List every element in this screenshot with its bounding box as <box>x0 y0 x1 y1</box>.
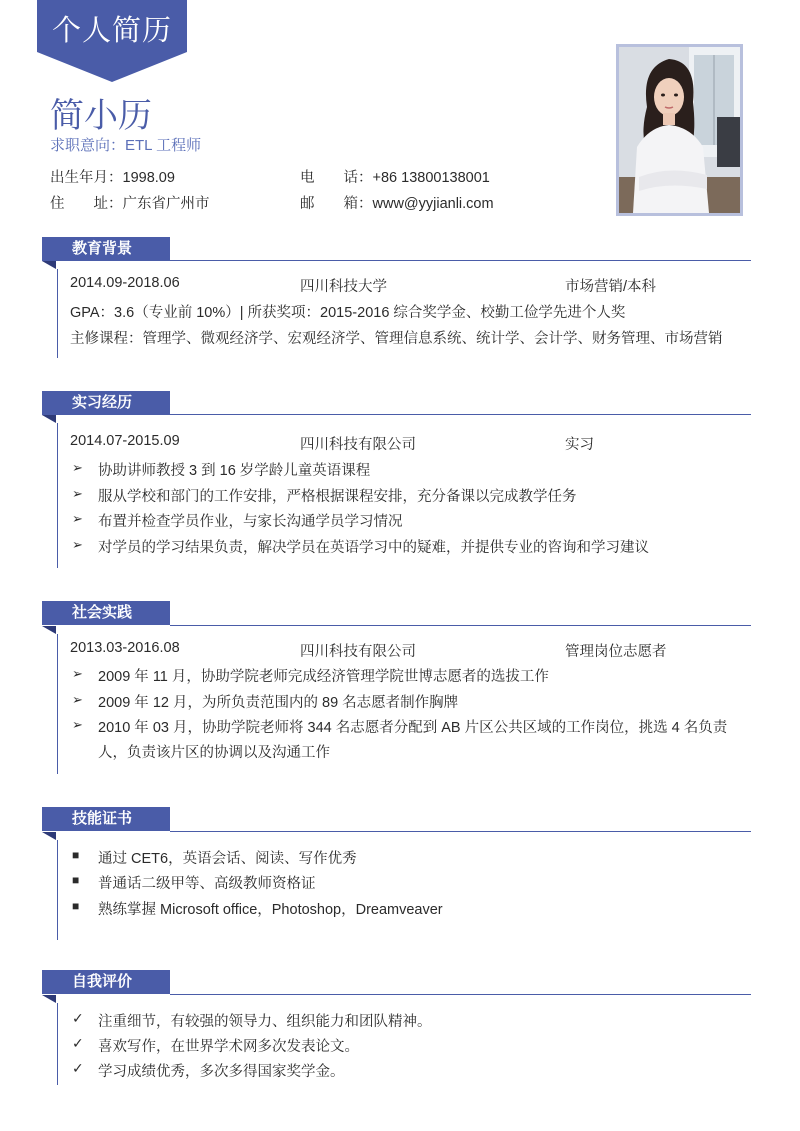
list-item: 2009 年 11 月，协助学院老师完成经济管理学院世博志愿者的选拔工作 <box>98 669 549 685</box>
education-courses: 主修课程：管理学、微观经济学、宏观经济学、管理信息系统、统计学、会计学、财务管理、市场营销 <box>70 331 723 347</box>
birth-date: 出生年月：1998.09 <box>50 170 175 186</box>
arrowhead-bullet-icon: ➢ <box>72 511 83 526</box>
education-school: 四川科技大学 <box>300 279 387 295</box>
list-item: 布置并检查学员作业，与家长沟通学员学习情况 <box>98 514 403 530</box>
section-title-social: 社会实践 <box>42 601 170 625</box>
square-bullet-icon: ■ <box>72 848 80 862</box>
arrowhead-bullet-icon: ➢ <box>72 537 83 552</box>
list-item: 学习成绩优秀，多次多得国家奖学金。 <box>98 1064 345 1080</box>
section-corner <box>42 832 56 840</box>
list-item: 2010 年 03 月，协助学院老师将 344 名志愿者分配到 AB 片区公共区域的工作岗位，挑选 4 名负责 <box>98 720 728 736</box>
section-side-line <box>57 1003 58 1085</box>
section-corner <box>42 626 56 634</box>
section-title-self: 自我评价 <box>42 970 170 994</box>
phone: 电 话：+86 13800138001 <box>300 170 490 186</box>
section-corner <box>42 995 56 1003</box>
section-divider <box>170 994 751 995</box>
section-divider <box>170 414 751 415</box>
section-side-line <box>57 269 58 358</box>
profile-photo <box>616 44 743 216</box>
education-date: 2014.09-2018.06 <box>70 275 180 291</box>
list-item: 熟练掌握 Microsoft office，Photoshop，Dreamveaver <box>98 902 443 918</box>
portrait-illustration <box>619 47 740 213</box>
list-item: 服从学校和部门的工作安排，严格根据课程安排，充分备课以完成教学任务 <box>98 489 577 505</box>
social-role: 管理岗位志愿者 <box>565 644 667 660</box>
education-gpa-awards: GPA：3.6（专业前 10%）| 所获奖项：2015-2016 综合奖学金、校勤工俭学先进个人奖 <box>70 305 626 321</box>
list-item-continuation: 人，负责该片区的协调以及沟通工作 <box>98 745 330 761</box>
resume-title-banner <box>37 0 187 82</box>
internship-company: 四川科技有限公司 <box>300 437 416 453</box>
list-item: 通过 CET6，英语会话、阅读、写作优秀 <box>98 851 357 867</box>
internship-role: 实习 <box>565 437 594 453</box>
arrowhead-bullet-icon: ➢ <box>72 460 83 475</box>
section-title-internship: 实习经历 <box>42 391 170 415</box>
arrowhead-bullet-icon: ➢ <box>72 692 83 707</box>
arrowhead-bullet-icon: ➢ <box>72 666 83 681</box>
social-company: 四川科技有限公司 <box>300 644 416 660</box>
arrowhead-bullet-icon: ➢ <box>72 486 83 501</box>
square-bullet-icon: ■ <box>72 899 80 913</box>
section-side-line <box>57 423 58 568</box>
list-item: 普通话二级甲等、高级教师资格证 <box>98 876 316 892</box>
address: 住 址：广东省广州市 <box>50 196 210 212</box>
list-item: 2009 年 12 月，为所负责范围内的 89 名志愿者制作胸牌 <box>98 695 459 711</box>
list-item: 注重细节，有较强的领导力、组织能力和团队精神。 <box>98 1014 432 1030</box>
section-corner <box>42 261 56 269</box>
internship-date: 2014.07-2015.09 <box>70 433 180 449</box>
checkmark-bullet-icon: ✓ <box>72 1035 84 1051</box>
education-major: 市场营销/本科 <box>565 279 657 295</box>
candidate-name: 简小历 <box>50 97 152 135</box>
section-title-skills: 技能证书 <box>42 807 170 831</box>
section-title-education: 教育背景 <box>42 237 170 261</box>
section-corner <box>42 415 56 423</box>
list-item: 对学员的学习结果负责，解决学员在英语学习中的疑难，并提供专业的咨询和学习建议 <box>98 540 649 556</box>
email: 邮 箱：www@yyjianli.com <box>300 196 494 212</box>
checkmark-bullet-icon: ✓ <box>72 1060 84 1076</box>
resume-title: 个人简历 <box>51 15 172 47</box>
section-divider <box>170 260 751 261</box>
job-intent: 求职意向：ETL 工程师 <box>50 137 202 154</box>
square-bullet-icon: ■ <box>72 873 80 887</box>
list-item: 喜欢写作，在世界学术网多次发表论文。 <box>98 1039 359 1055</box>
social-date: 2013.03-2016.08 <box>70 640 180 656</box>
section-side-line <box>57 634 58 774</box>
arrowhead-bullet-icon: ➢ <box>72 717 83 732</box>
list-item: 协助讲师教授 3 到 16 岁学龄儿童英语课程 <box>98 463 371 479</box>
section-side-line <box>57 840 58 940</box>
section-divider <box>170 831 751 832</box>
section-divider <box>170 625 751 626</box>
checkmark-bullet-icon: ✓ <box>72 1010 84 1026</box>
